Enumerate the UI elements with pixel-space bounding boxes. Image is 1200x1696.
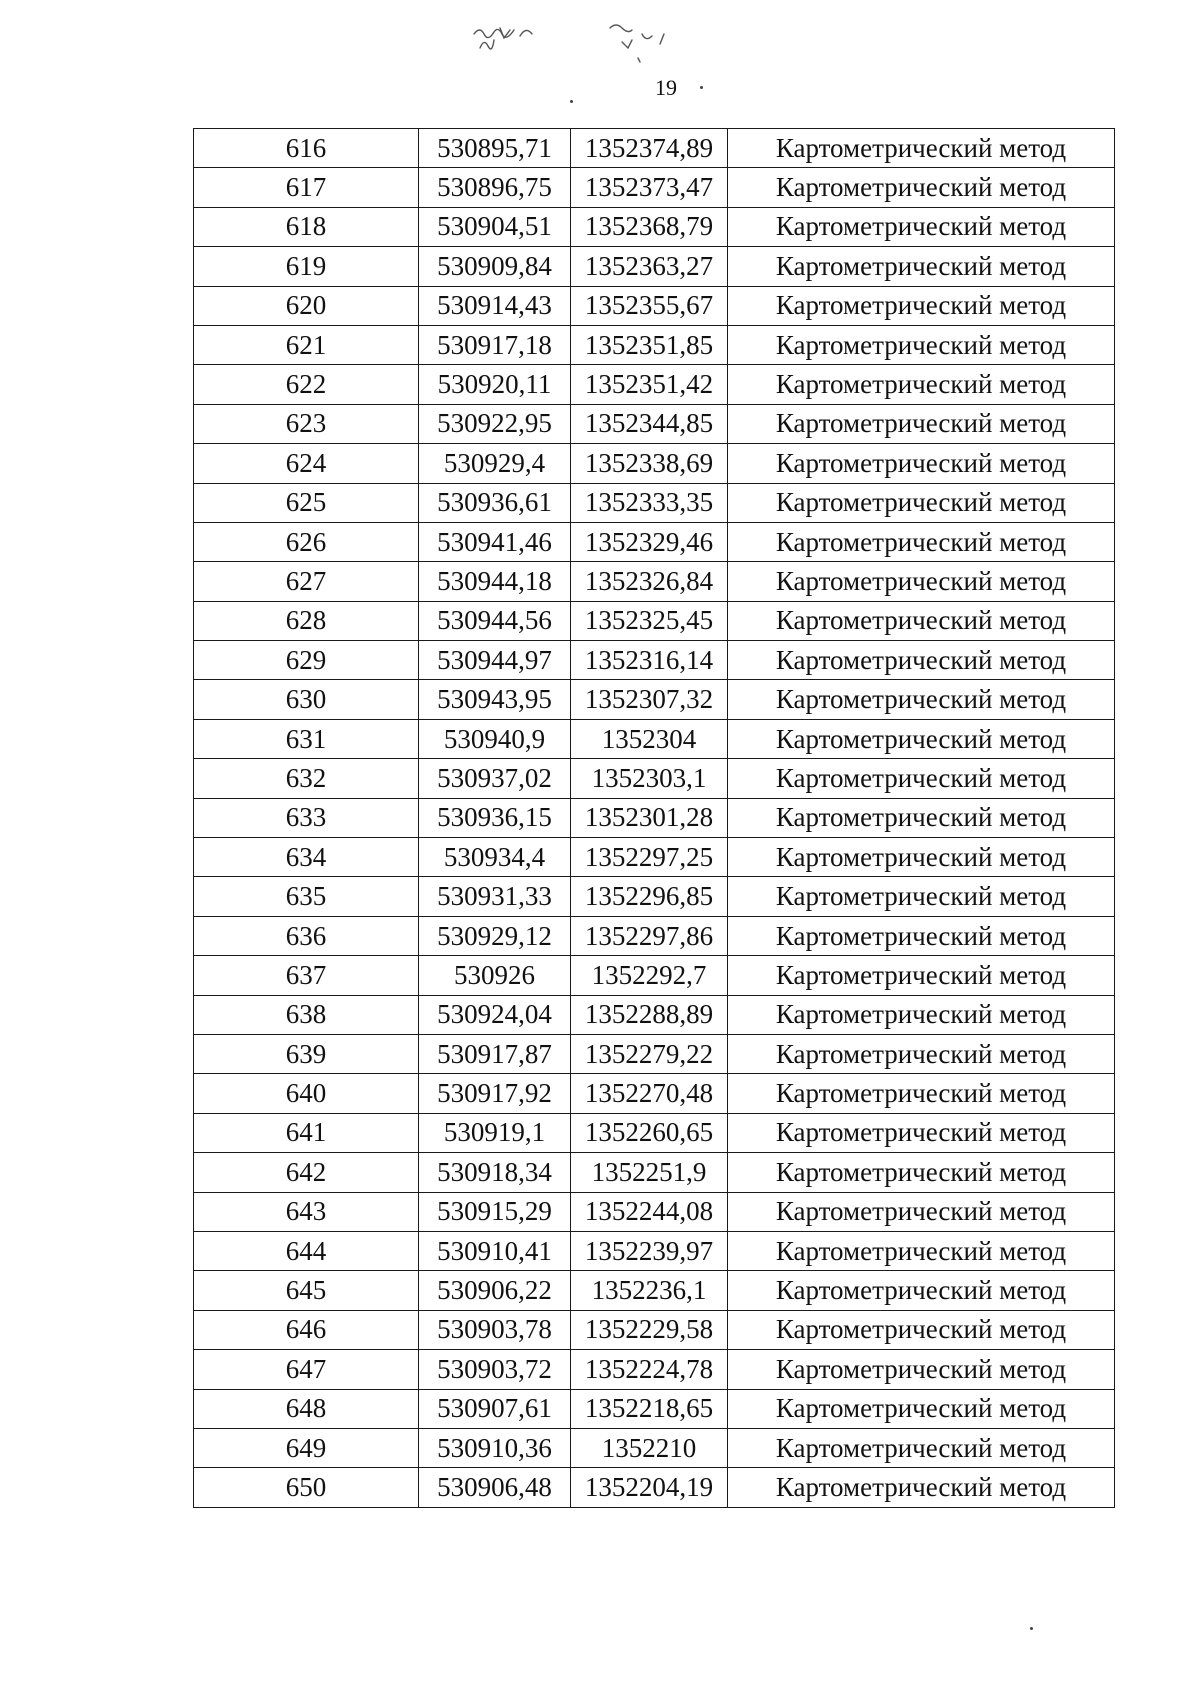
method-cell: Картометрический метод (728, 995, 1115, 1034)
y-coordinate-cell: 1352363,27 (571, 247, 728, 286)
table-row (194, 877, 1115, 916)
y-coordinate-cell: 1352204,19 (571, 1468, 728, 1507)
point-number-cell: 641 (194, 1113, 419, 1152)
x-coordinate-cell: 530943,95 (419, 680, 571, 719)
point-number-cell: 636 (194, 916, 419, 955)
scan-speck (700, 86, 703, 89)
y-coordinate-cell: 1352316,14 (571, 641, 728, 680)
point-number-cell: 637 (194, 956, 419, 995)
scan-speck (1030, 1627, 1033, 1630)
table-row (194, 1192, 1115, 1231)
method-cell: Картометрический метод (728, 247, 1115, 286)
y-coordinate-cell: 1352329,46 (571, 522, 728, 561)
table-row (194, 956, 1115, 995)
point-number-cell: 620 (194, 286, 419, 325)
y-coordinate-cell: 1352239,97 (571, 1231, 728, 1270)
point-number-cell: 631 (194, 719, 419, 758)
method-cell: Картометрический метод (728, 444, 1115, 483)
table-row (194, 129, 1115, 168)
point-number-cell: 650 (194, 1468, 419, 1507)
x-coordinate-cell: 530915,29 (419, 1192, 571, 1231)
point-number-cell: 617 (194, 168, 419, 207)
point-number-cell: 638 (194, 995, 419, 1034)
y-coordinate-cell: 1352338,69 (571, 444, 728, 483)
y-coordinate-cell: 1352229,58 (571, 1310, 728, 1349)
y-coordinate-cell: 1352307,32 (571, 680, 728, 719)
method-cell: Картометрический метод (728, 1468, 1115, 1507)
y-coordinate-cell: 1352297,86 (571, 916, 728, 955)
x-coordinate-cell: 530909,84 (419, 247, 571, 286)
method-cell: Картометрический метод (728, 168, 1115, 207)
table-row (194, 838, 1115, 877)
method-cell: Картометрический метод (728, 680, 1115, 719)
table-row (194, 601, 1115, 640)
y-coordinate-cell: 1352303,1 (571, 759, 728, 798)
x-coordinate-cell: 530944,18 (419, 562, 571, 601)
table-row (194, 286, 1115, 325)
point-number-cell: 646 (194, 1310, 419, 1349)
point-number-cell: 649 (194, 1428, 419, 1467)
point-number-cell: 645 (194, 1271, 419, 1310)
x-coordinate-cell: 530944,56 (419, 601, 571, 640)
x-coordinate-cell: 530917,87 (419, 1034, 571, 1073)
x-coordinate-cell: 530903,72 (419, 1350, 571, 1389)
point-number-cell: 618 (194, 207, 419, 246)
table-row (194, 1113, 1115, 1152)
x-coordinate-cell: 530910,36 (419, 1428, 571, 1467)
y-coordinate-cell: 1352251,9 (571, 1153, 728, 1192)
method-cell: Картометрический метод (728, 798, 1115, 837)
y-coordinate-cell: 1352301,28 (571, 798, 728, 837)
y-coordinate-cell: 1352304 (571, 719, 728, 758)
method-cell: Картометрический метод (728, 286, 1115, 325)
point-number-cell: 639 (194, 1034, 419, 1073)
y-coordinate-cell: 1352279,22 (571, 1034, 728, 1073)
y-coordinate-cell: 1352296,85 (571, 877, 728, 916)
method-cell: Картометрический метод (728, 956, 1115, 995)
method-cell: Картометрический метод (728, 522, 1115, 561)
y-coordinate-cell: 1352326,84 (571, 562, 728, 601)
method-cell: Картометрический метод (728, 404, 1115, 443)
point-number-cell: 630 (194, 680, 419, 719)
x-coordinate-cell: 530941,46 (419, 522, 571, 561)
method-cell: Картометрический метод (728, 1231, 1115, 1270)
y-coordinate-cell: 1352373,47 (571, 168, 728, 207)
x-coordinate-cell: 530929,4 (419, 444, 571, 483)
point-number-cell: 619 (194, 247, 419, 286)
method-cell: Картометрический метод (728, 129, 1115, 168)
x-coordinate-cell: 530896,75 (419, 168, 571, 207)
table-row (194, 1271, 1115, 1310)
x-coordinate-cell: 530936,15 (419, 798, 571, 837)
table-row (194, 798, 1115, 837)
x-coordinate-cell: 530924,04 (419, 995, 571, 1034)
method-cell: Картометрический метод (728, 1389, 1115, 1428)
table-row (194, 247, 1115, 286)
method-cell: Картометрический метод (728, 916, 1115, 955)
table-row (194, 444, 1115, 483)
x-coordinate-cell: 530895,71 (419, 129, 571, 168)
y-coordinate-cell: 1352260,65 (571, 1113, 728, 1152)
table-row (194, 522, 1115, 561)
y-coordinate-cell: 1352368,79 (571, 207, 728, 246)
y-coordinate-cell: 1352351,85 (571, 325, 728, 364)
x-coordinate-cell: 530944,97 (419, 641, 571, 680)
method-cell: Картометрический метод (728, 325, 1115, 364)
method-cell: Картометрический метод (728, 877, 1115, 916)
coordinates-table-body (194, 129, 1115, 1508)
y-coordinate-cell: 1352244,08 (571, 1192, 728, 1231)
x-coordinate-cell: 530940,9 (419, 719, 571, 758)
point-number-cell: 634 (194, 838, 419, 877)
method-cell: Картометрический метод (728, 562, 1115, 601)
coordinates-table (193, 128, 1115, 1508)
method-cell: Картометрический метод (728, 759, 1115, 798)
method-cell: Картометрический метод (728, 1074, 1115, 1113)
y-coordinate-cell: 1352344,85 (571, 404, 728, 443)
point-number-cell: 644 (194, 1231, 419, 1270)
x-coordinate-cell: 530918,34 (419, 1153, 571, 1192)
table-row (194, 1350, 1115, 1389)
x-coordinate-cell: 530934,4 (419, 838, 571, 877)
table-row (194, 1310, 1115, 1349)
table-row (194, 719, 1115, 758)
point-number-cell: 627 (194, 562, 419, 601)
x-coordinate-cell: 530917,92 (419, 1074, 571, 1113)
method-cell: Картометрический метод (728, 1113, 1115, 1152)
x-coordinate-cell: 530906,48 (419, 1468, 571, 1507)
table-row (194, 1074, 1115, 1113)
y-coordinate-cell: 1352288,89 (571, 995, 728, 1034)
method-cell: Картометрический метод (728, 1310, 1115, 1349)
table-row (194, 562, 1115, 601)
table-row (194, 1034, 1115, 1073)
x-coordinate-cell: 530914,43 (419, 286, 571, 325)
x-coordinate-cell: 530937,02 (419, 759, 571, 798)
point-number-cell: 624 (194, 444, 419, 483)
y-coordinate-cell: 1352210 (571, 1428, 728, 1467)
table-row (194, 404, 1115, 443)
point-number-cell: 622 (194, 365, 419, 404)
y-coordinate-cell: 1352224,78 (571, 1350, 728, 1389)
table-row (194, 1468, 1115, 1507)
point-number-cell: 635 (194, 877, 419, 916)
x-coordinate-cell: 530922,95 (419, 404, 571, 443)
point-number-cell: 647 (194, 1350, 419, 1389)
point-number-cell: 632 (194, 759, 419, 798)
method-cell: Картометрический метод (728, 838, 1115, 877)
table-row (194, 916, 1115, 955)
table-row (194, 1231, 1115, 1270)
table-row (194, 168, 1115, 207)
x-coordinate-cell: 530919,1 (419, 1113, 571, 1152)
x-coordinate-cell: 530920,11 (419, 365, 571, 404)
table-row (194, 483, 1115, 522)
point-number-cell: 643 (194, 1192, 419, 1231)
table-row (194, 641, 1115, 680)
y-coordinate-cell: 1352292,7 (571, 956, 728, 995)
method-cell: Картометрический метод (728, 365, 1115, 404)
y-coordinate-cell: 1352333,35 (571, 483, 728, 522)
table-row (194, 365, 1115, 404)
table-row (194, 1153, 1115, 1192)
point-number-cell: 640 (194, 1074, 419, 1113)
x-coordinate-cell: 530906,22 (419, 1271, 571, 1310)
table-row (194, 207, 1115, 246)
table-row (194, 1389, 1115, 1428)
x-coordinate-cell: 530907,61 (419, 1389, 571, 1428)
y-coordinate-cell: 1352297,25 (571, 838, 728, 877)
point-number-cell: 626 (194, 522, 419, 561)
method-cell: Картометрический метод (728, 1271, 1115, 1310)
point-number-cell: 648 (194, 1389, 419, 1428)
y-coordinate-cell: 1352325,45 (571, 601, 728, 640)
table-row (194, 995, 1115, 1034)
table-row (194, 680, 1115, 719)
method-cell: Картометрический метод (728, 483, 1115, 522)
y-coordinate-cell: 1352351,42 (571, 365, 728, 404)
x-coordinate-cell: 530910,41 (419, 1231, 571, 1270)
method-cell: Картометрический метод (728, 601, 1115, 640)
scan-speck (570, 100, 573, 103)
method-cell: Картометрический метод (728, 1192, 1115, 1231)
table-row (194, 1428, 1115, 1467)
table-row (194, 325, 1115, 364)
x-coordinate-cell: 530903,78 (419, 1310, 571, 1349)
method-cell: Картометрический метод (728, 719, 1115, 758)
method-cell: Картометрический метод (728, 207, 1115, 246)
method-cell: Картометрический метод (728, 1428, 1115, 1467)
x-coordinate-cell: 530926 (419, 956, 571, 995)
y-coordinate-cell: 1352218,65 (571, 1389, 728, 1428)
y-coordinate-cell: 1352236,1 (571, 1271, 728, 1310)
method-cell: Картометрический метод (728, 1153, 1115, 1192)
x-coordinate-cell: 530936,61 (419, 483, 571, 522)
point-number-cell: 642 (194, 1153, 419, 1192)
y-coordinate-cell: 1352270,48 (571, 1074, 728, 1113)
point-number-cell: 629 (194, 641, 419, 680)
point-number-cell: 628 (194, 601, 419, 640)
point-number-cell: 621 (194, 325, 419, 364)
x-coordinate-cell: 530931,33 (419, 877, 571, 916)
y-coordinate-cell: 1352355,67 (571, 286, 728, 325)
y-coordinate-cell: 1352374,89 (571, 129, 728, 168)
table-row (194, 759, 1115, 798)
method-cell: Картометрический метод (728, 1350, 1115, 1389)
x-coordinate-cell: 530917,18 (419, 325, 571, 364)
point-number-cell: 616 (194, 129, 419, 168)
point-number-cell: 633 (194, 798, 419, 837)
scan-artifact-marks (470, 14, 730, 74)
x-coordinate-cell: 530904,51 (419, 207, 571, 246)
x-coordinate-cell: 530929,12 (419, 916, 571, 955)
point-number-cell: 625 (194, 483, 419, 522)
method-cell: Картометрический метод (728, 641, 1115, 680)
point-number-cell: 623 (194, 404, 419, 443)
page-number: 19 (655, 75, 677, 100)
method-cell: Картометрический метод (728, 1034, 1115, 1073)
